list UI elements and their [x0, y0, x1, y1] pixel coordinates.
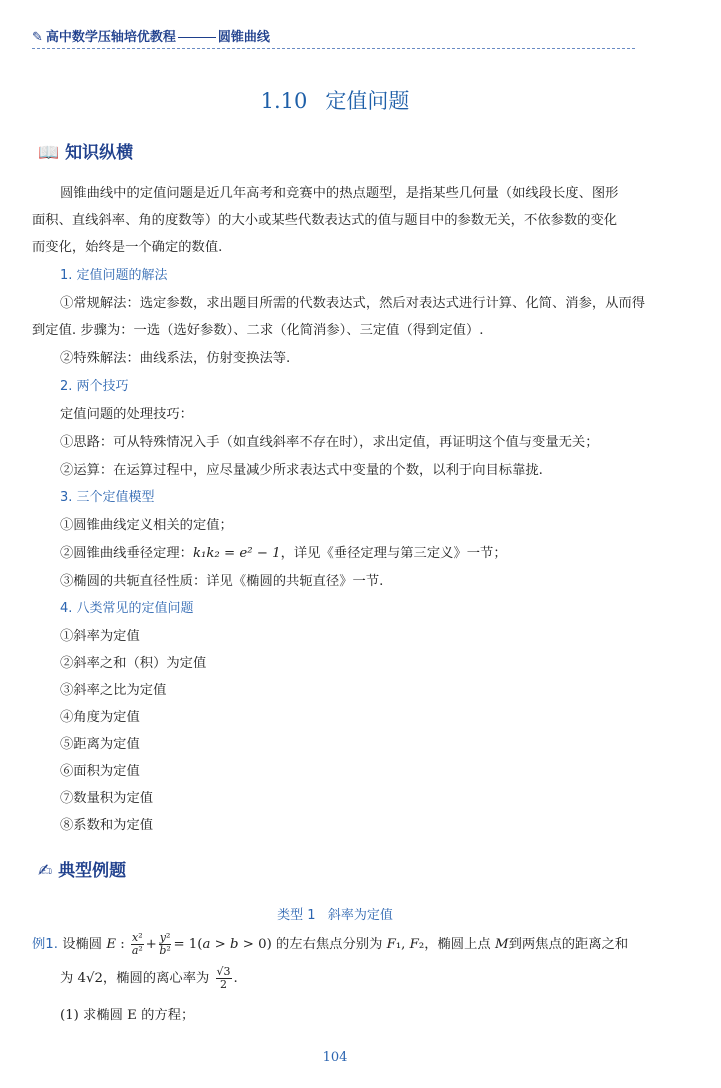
- subsection-4-title: 4. 八类常见的定值问题: [60, 601, 194, 616]
- type-name: 斜率为定值: [327, 908, 393, 923]
- s3-line-1: ①圆锥曲线定义相关的定值；: [60, 518, 233, 533]
- s1-line-1: ①常规解法：选定参数，求出题目所需的代数表达式，然后对表达式进行计算、化简、消参，从而得: [60, 296, 646, 311]
- type-1-title: [0, 904, 670, 923]
- s2-line-2: ①思路：可从特殊情况入手（如直线斜率不存在时），求出定值，再证明这个值与变量无关；: [60, 435, 599, 450]
- intro-line-3: 而变化，始终是一个确定的数值.: [32, 240, 223, 255]
- example-text: ，椭圆上点: [424, 937, 491, 952]
- running-header: [32, 26, 635, 49]
- s4-item: ⑥面积为定值: [60, 764, 140, 779]
- perpendicular-chord-formula: k₁k₂ = e² − 1: [192, 546, 281, 561]
- example-text: 到两焦点的距离之和: [508, 937, 629, 952]
- s4-item: ③斜率之比为定值: [60, 683, 167, 698]
- subsection-1-title: 1. 定值问题的解法: [60, 268, 168, 283]
- example-text: 设椭圆: [62, 937, 103, 952]
- subsection-3-title: 3. 三个定值模型: [60, 490, 155, 505]
- s3-line-2-ref: ，详见《垂径定理与第三定义》一节；: [280, 546, 507, 561]
- chapter-title: 圆锥曲线: [217, 30, 270, 45]
- knowledge-heading-text: 知识纵横: [65, 143, 134, 163]
- s4-item: ①斜率为定值: [60, 629, 140, 644]
- section-number: 1.10: [260, 89, 308, 113]
- example-1-question-1: (1) 求椭圆 E 的方程；: [60, 1008, 195, 1023]
- s2-line-1: 定值问题的处理技巧：: [60, 407, 193, 422]
- examples-heading-text: 典型例题: [58, 861, 127, 881]
- example-text: 为: [60, 971, 74, 986]
- math-ellipse-eq: E: [106, 937, 117, 952]
- example-label: 例1.: [32, 937, 58, 952]
- s4-item: ⑧系数和为定值: [60, 818, 154, 833]
- examples-heading: [38, 856, 126, 881]
- header-dash: [178, 37, 216, 38]
- s1-line-3: ②特殊解法：曲线系法，仿射变换法等.: [60, 351, 291, 366]
- s4-item: ④角度为定值: [60, 710, 140, 725]
- s4-item: ②斜率之和（积）为定值: [60, 656, 207, 671]
- page-number: 104: [322, 1050, 348, 1065]
- type-label: 类型 1: [277, 908, 316, 923]
- example-text: 的左右焦点分别为: [276, 937, 383, 952]
- s3-line-3: ③椭圆的共轭直径性质：详见《椭圆的共轭直径》一节.: [60, 574, 384, 589]
- math-fraction: $\frac{\text{x²}}{\text{a²}}$: [131, 931, 143, 957]
- math-fraction: $\frac{\text{y²}}{\text{b²}}$: [159, 931, 171, 957]
- s3-line-2-text: ②圆锥曲线垂径定理：: [60, 546, 193, 561]
- book-icon: 📖: [38, 143, 60, 163]
- pen-icon: ✎: [32, 30, 43, 45]
- example-1-line-2: 为 4√2，椭圆的离心率为 $\frac{√3}{2}$ .: [60, 965, 238, 991]
- subsection-2-title: 2. 两个技巧: [60, 379, 129, 394]
- s3-line-2: [60, 542, 507, 561]
- s4-item: ⑤距离为定值: [60, 737, 140, 752]
- section-name: 定值问题: [325, 89, 410, 113]
- s4-item: ⑦数量积为定值: [60, 791, 154, 806]
- section-title: [0, 85, 670, 115]
- example-1-line-1: 例1. 设椭圆 E : $\frac{\text{x²}}{\text{a²}}$ + $\frac{\text{y²}}{\text{b²}}$ = 1(a > b > 0) 的左右焦点分别为 F₁, F₂，椭圆上点 M到两焦点的距离之和: [32, 931, 629, 957]
- knowledge-heading: [38, 138, 133, 163]
- book-title: 高中数学压轴培优教程: [45, 30, 176, 45]
- math-fraction: $\frac{√3}{2}$: [216, 965, 231, 991]
- intro-line-2: 面积、直线斜率、角的度数等）的大小或某些代数表达式的值与题目中的参数无关，不依参数的变化: [32, 213, 618, 228]
- writing-hand-icon: ✍: [38, 861, 53, 881]
- s2-line-3: ②运算：在运算过程中，应尽量减少所求表达式中变量的个数，以利于向目标靠拢.: [60, 463, 543, 478]
- intro-line-1: 圆锥曲线中的定值问题是近几年高考和竞赛中的热点题型，是指某些几何量（如线段长度、图形: [60, 186, 619, 201]
- example-text: ，椭圆的离心率为: [102, 971, 210, 986]
- s1-line-2: 到定值. 步骤为：一选（选好参数）、二求（化简消参）、三定值（得到定值）.: [32, 323, 484, 338]
